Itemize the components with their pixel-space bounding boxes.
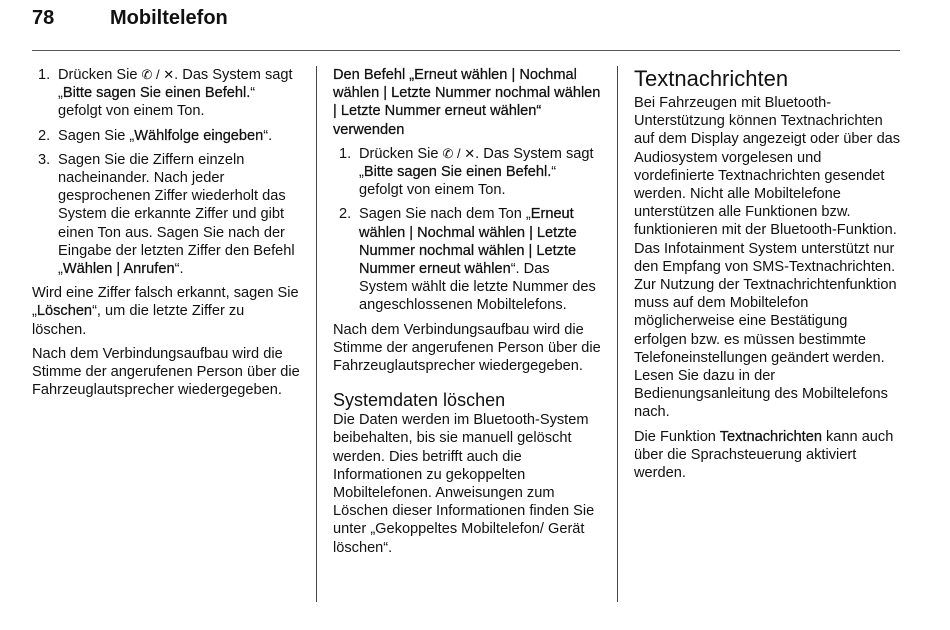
list-item: 1. Drücken Sie ✆ / ✕. Das System sagt „Bitte sagen Sie einen Befehl.“ gefolgt von einem Ton. [339, 145, 594, 199]
header-rule [32, 50, 900, 51]
list-item: 2. Sagen Sie nach dem Ton „Erneut wählen | Nochmal wählen | Letzte Nummer nochmal wählen | Letzte Nummer erneut wählen“. Das System wählt die letzte Nummer des angeschlossenen Mobiltelefons. [339, 206, 596, 314]
paragraph: Bei Fahrzeugen mit Bluetooth-Unterstützung können Textnachrichten auf dem Display angezeigt oder über das Audiosystem vorgelesen und vordefinierte Textnachrichten gesendet werden. Nicht alle Mobiltelefone unterstützen alle Funktionen bzw. funktionieren mit der Bluetooth-Funktion. Das Infotainment System unterstützt nur den Empfang von SMS-Textnachrichten. Zur Nutzung der Textnachrichtenfunktion muss auf dem Mobiltelefon möglicherweise eine Bestätigung erfolgen bzw. es müssen bestimmte Telefoneinstellungen geändert werden. Lesen Sie dazu in der Bedienungsanleitung des Mobiltelefons nach. [634, 95, 901, 421]
paragraph: Wird eine Ziffer falsch erkannt, sagen Sie „Löschen“, um die letzte Ziffer zu löschen. [32, 285, 299, 338]
list-item: 3. Sagen Sie die Ziffern einzeln nacheinander. Nach jeder gesprochenen Ziffer wiederholt das System die erkannte Ziffer und gibt einen Ton aus. Sagen Sie nach der Eingabe der letzten Ziffer den Befehl „Wählen | Anrufen“. [38, 151, 295, 278]
list-item: 1. Drücken Sie ✆ / ✕. Das System sagt „Bitte sagen Sie einen Befehl.“ gefolgt von einem Ton. [38, 67, 293, 120]
phone-mute-icon: ✆ / ✕ [442, 145, 476, 161]
column-1 [32, 66, 300, 405]
page-header [32, 7, 228, 30]
section-heading: Den Befehl „Erneut wählen | Nochmal wählen | Letzte Nummer nochmal wählen | Letzte Nummer erneut wählen“ verwenden [333, 67, 601, 138]
paragraph: Die Daten werden im Bluetooth-System beibehalten, bis sie manuell gelöscht werden. Dies betrifft auch die Informationen zu gekoppelten Mobiltelefonen. Anweisungen zum Löschen dieser Informationen finden Sie unter „Gekoppeltes Mobiltelefon/ Gerät löschen“. [333, 412, 595, 556]
column-divider [316, 66, 317, 602]
page-title: Mobiltelefon [110, 7, 228, 29]
column-divider [617, 66, 618, 602]
column-2 [333, 66, 601, 563]
page-number: 78 [32, 7, 55, 29]
column-3 [634, 66, 902, 488]
section-title: Textnachrichten [634, 66, 789, 91]
paragraph: Nach dem Verbindungsaufbau wird die Stimme der angerufenen Person über die Fahrzeuglautsprecher wiedergegeben. [333, 321, 601, 375]
section-title: Systemdaten löschen [333, 390, 506, 411]
phone-mute-icon: ✆ / ✕ [141, 67, 175, 82]
list-item: 2. Sagen Sie „Wählfolge eingeben“. [38, 127, 273, 144]
paragraph: Die Funktion Textnachrichten kann auch über die Sprachsteuerung aktiviert werden. [634, 428, 894, 482]
paragraph: Nach dem Verbindungsaufbau wird die Stimme der angerufenen Person über die Fahrzeuglautsprecher wiedergegeben. [32, 345, 300, 399]
